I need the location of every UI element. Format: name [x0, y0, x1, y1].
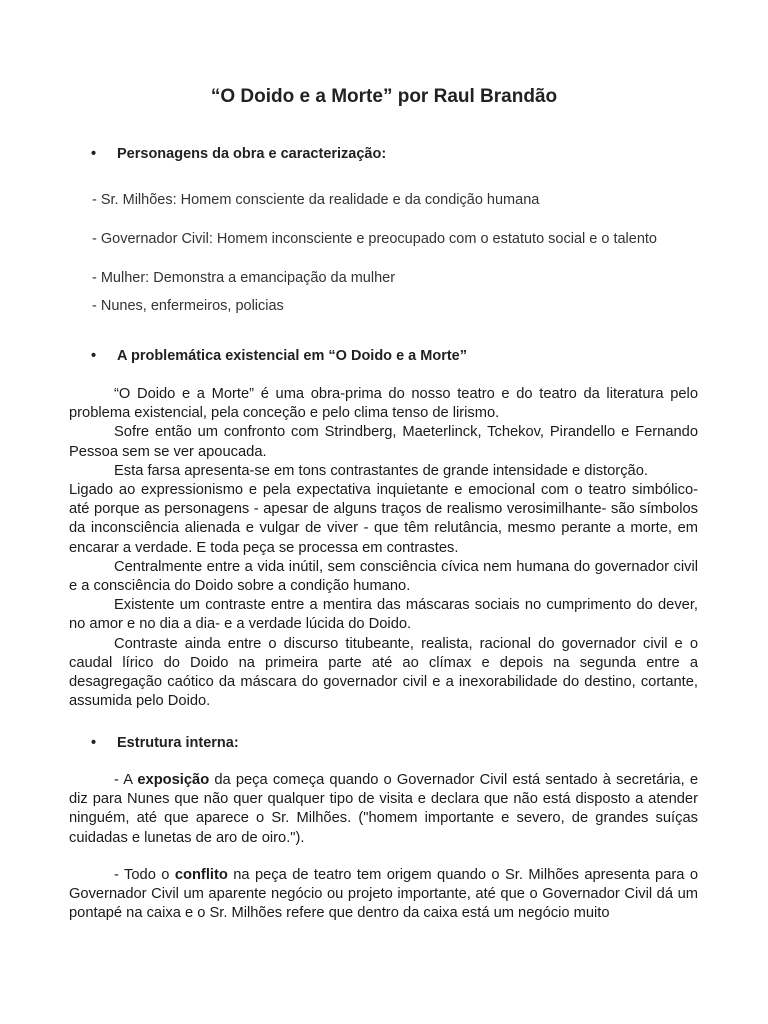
- character-line: - Governador Civil: Homem inconsciente e preocupado com o estatuto social e o talento: [92, 231, 657, 247]
- character-line: - Mulher: Demonstra a emancipação da mulher: [92, 270, 396, 286]
- section-heading-text: Personagens da obra e caracterização:: [117, 146, 387, 162]
- text-run: na peça de teatro tem origem quando o Sr. Milhões apresenta para o Governador Civil um aparente negócio ou projeto importante, até que o Governador Civil dá um pontapé na caixa e o Sr. Milhões refere que dentro da caixa está um negócio muito: [69, 867, 698, 922]
- paragraph: Sofre então um confronto com Strindberg, Maeterlinck, Tchekov, Pirandello e Fernando Pessoa sem se ver apoucada.: [69, 424, 698, 460]
- page-title: “O Doido e a Morte” por Raul Brandão: [210, 86, 558, 107]
- paragraph: Ligado ao expressionismo e pela expectativa inquietante e emocional com o teatro simbólico- até porque as personagens - apesar de alguns traços de realismo verosimilhante- são símbolos da inconsciência alienada e vulgar de viver - que têm relutância, mesmo perante a morte, em encarar a verdade. E toda peça se processa em contrastes.: [69, 482, 698, 556]
- character-line: - Nunes, enfermeiros, policias: [92, 298, 284, 314]
- section-heading-estrutura: [91, 735, 239, 751]
- bullet-icon: •: [91, 735, 97, 751]
- paragraph: Contraste ainda entre o discurso titubeante, realista, racional do governador civil e o caudal lírico do Doido na primeira parte até ao clímax e depois na segunda entre a desagregação caótico da máscara do governador civil e a inexorabilidade do destino, cortante, assumida pelo Doido.: [69, 635, 698, 710]
- paragraph: Esta farsa apresenta-se em tons contrastantes de grande intensidade e distorção.: [114, 462, 648, 479]
- paragraph: [69, 771, 698, 848]
- section-body: [69, 385, 698, 711]
- bullet-icon: •: [91, 146, 97, 162]
- text-run: - Todo o: [114, 867, 175, 883]
- character-line: - Sr. Milhões: Homem consciente da realidade e da condição humana: [92, 192, 540, 208]
- section-heading-problematica: [91, 348, 467, 364]
- paragraph: Centralmente entre a vida inútil, sem consciência cívica nem humana do governador civil e a consciência do Doido sobre a condição humano.: [69, 558, 698, 595]
- exposition-paragraph: [69, 771, 698, 848]
- paragraph: “O Doido e a Morte” é uma obra-prima do nosso teatro e do teatro da literatura pelo problema existencial, pela conceção e pelo clima tenso de lirismo.: [69, 386, 698, 422]
- text-run: - A: [114, 772, 138, 788]
- bold-term: exposição: [137, 772, 210, 788]
- paragraph: [69, 866, 698, 924]
- bold-term: conflito: [174, 867, 228, 883]
- paragraph: Existente um contraste entre a mentira das máscaras sociais no cumprimento do dever, no amor e no dia a dia- e a verdade lúcida do Doido.: [69, 597, 698, 633]
- section-heading-text: A problemática existencial em “O Doido e a Morte”: [117, 348, 467, 364]
- conflict-paragraph: [69, 866, 698, 924]
- section-heading-personagens: [91, 146, 386, 162]
- text-run: da peça começa quando o Governador Civil está sentado à secretária, e diz para Nunes que não quer qualquer tipo de visita e declara que não está disposto a atender ninguém, até que aparece o Sr. Milhões. ("homem importante e severo, de grandes suíças cuidadas e lunetas de aro de oiro.").: [69, 772, 698, 846]
- section-heading-text: Estrutura interna:: [117, 735, 239, 751]
- bullet-icon: •: [91, 348, 97, 364]
